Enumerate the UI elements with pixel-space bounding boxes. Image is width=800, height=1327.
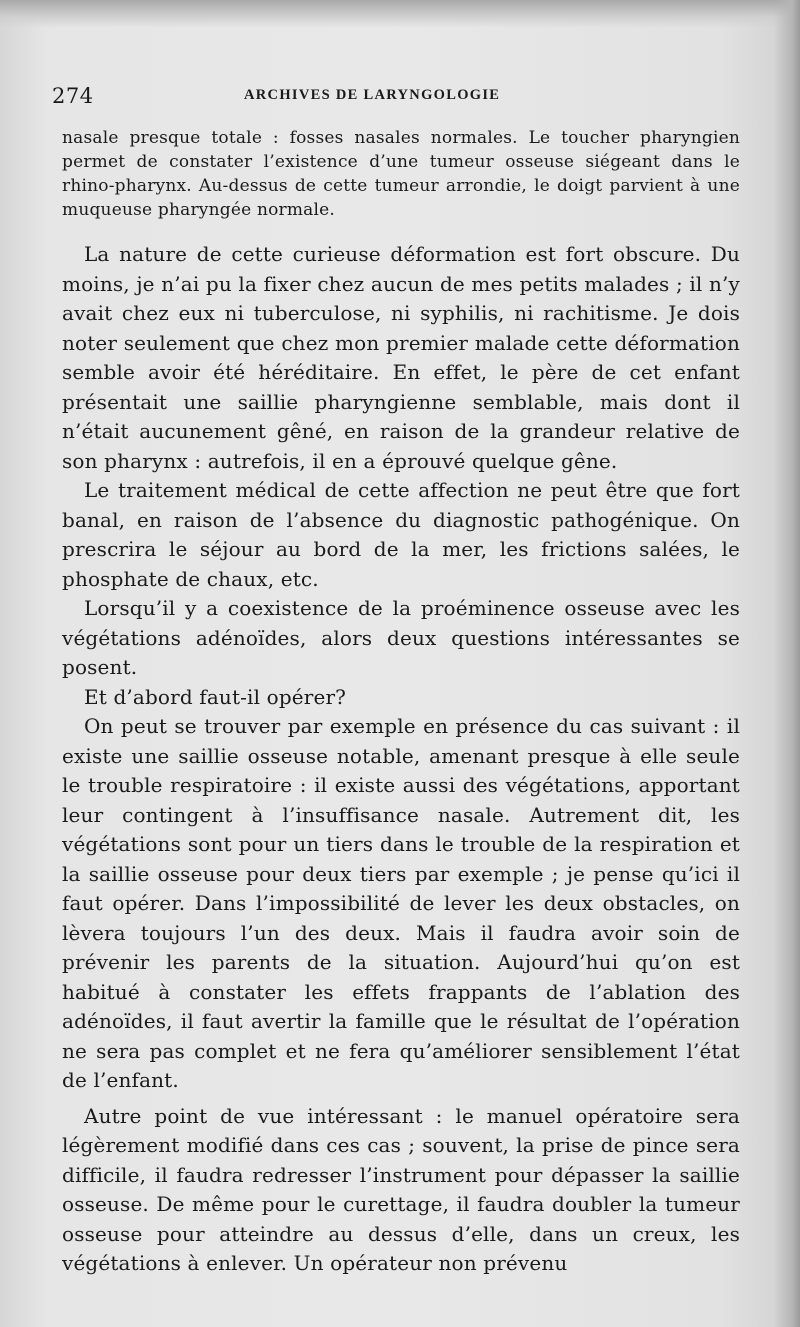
paragraph: Lorsqu’il y a coexistence de la proéminence osseuse avec les végétations adénoïdes, alors deux questions intéressantes se posent. [62, 596, 740, 679]
paragraph: nasale presque totale : fosses nasales normales. Le toucher pharyngien permet de constater l’existence d’une tumeur osseuse siégeant dans le rhino-pharynx. Au-dessus de cette tumeur arrondie, le doigt parvient à une muqueuse pharyngée normale. [62, 128, 740, 220]
paragraph: On peut se trouver par exemple en présence du cas suivant : il existe une saillie osseuse notable, amenant presque à elle seule le trouble respiratoire : il existe aussi des végétations, apportant leur contingent à l’insuffisance nasale. Autrement dit, les végétations sont pour un tiers dans le trouble de la respiration et la saillie osseuse pour deux tiers par exemple ; je pense qu’ici il faut opérer. Dans l’impossibilité de lever les deux obstacles, on lèvera toujours l’un des deux. Mais il faudra avoir soin de prévenir les parents de la situation. Aujourd’hui qu’on est habitué à constater les effets frappants de l’ablation des adénoïdes, il faut avertir la famille que le résultat de l’opération ne sera pas complet et ne fera qu’améliorer sensiblement l’état de l’enfant. [62, 714, 740, 1092]
page-number: 274 [52, 84, 94, 108]
paragraph: La nature de cette curieuse déformation est fort obscure. Du moins, je n’ai pu la fixer chez aucun de mes petits malades ; il n’y avait chez eux ni tuberculose, ni syphilis, ni rachitisme. Je dois noter seulement que chez mon premier malade cette déformation semble avoir été héréditaire. En effet, le père de cet enfant présentait une saillie pharyngienne semblable, mais dont il n’était aucunement gêné, en raison de la grandeur relative de son pharynx : autrefois, il en a éprouvé quelque gêne. [62, 242, 740, 473]
paragraph: Autre point de vue intéressant : le manuel opératoire sera légèrement modifié dans ces cas ; souvent, la prise de pince sera difficile, il faudra redresser l’instrument pour dépasser la saillie osseuse. De même pour le curettage, il faudra doubler la tumeur osseuse pour atteindre au dessus d’elle, dans un creux, les végétations à enlever. Un opérateur non prévenu [62, 1103, 740, 1275]
page-right-shadow [774, 0, 800, 1327]
running-title: ARCHIVES DE LARYNGOLOGIE [244, 87, 501, 103]
paragraph: Et d’abord faut-il opérer? [84, 684, 347, 709]
running-header [52, 84, 742, 114]
paragraph: Le traitement médical de cette affection ne peut être que fort banal, en raison de l’absence du diagnostic pathogénique. On prescrira le séjour au bord de la mer, les frictions salées, le phosphate de chaux, etc. [62, 478, 740, 591]
body-text [62, 240, 740, 1279]
page-top-shadow [0, 0, 800, 28]
small-print-paragraph [62, 126, 740, 222]
